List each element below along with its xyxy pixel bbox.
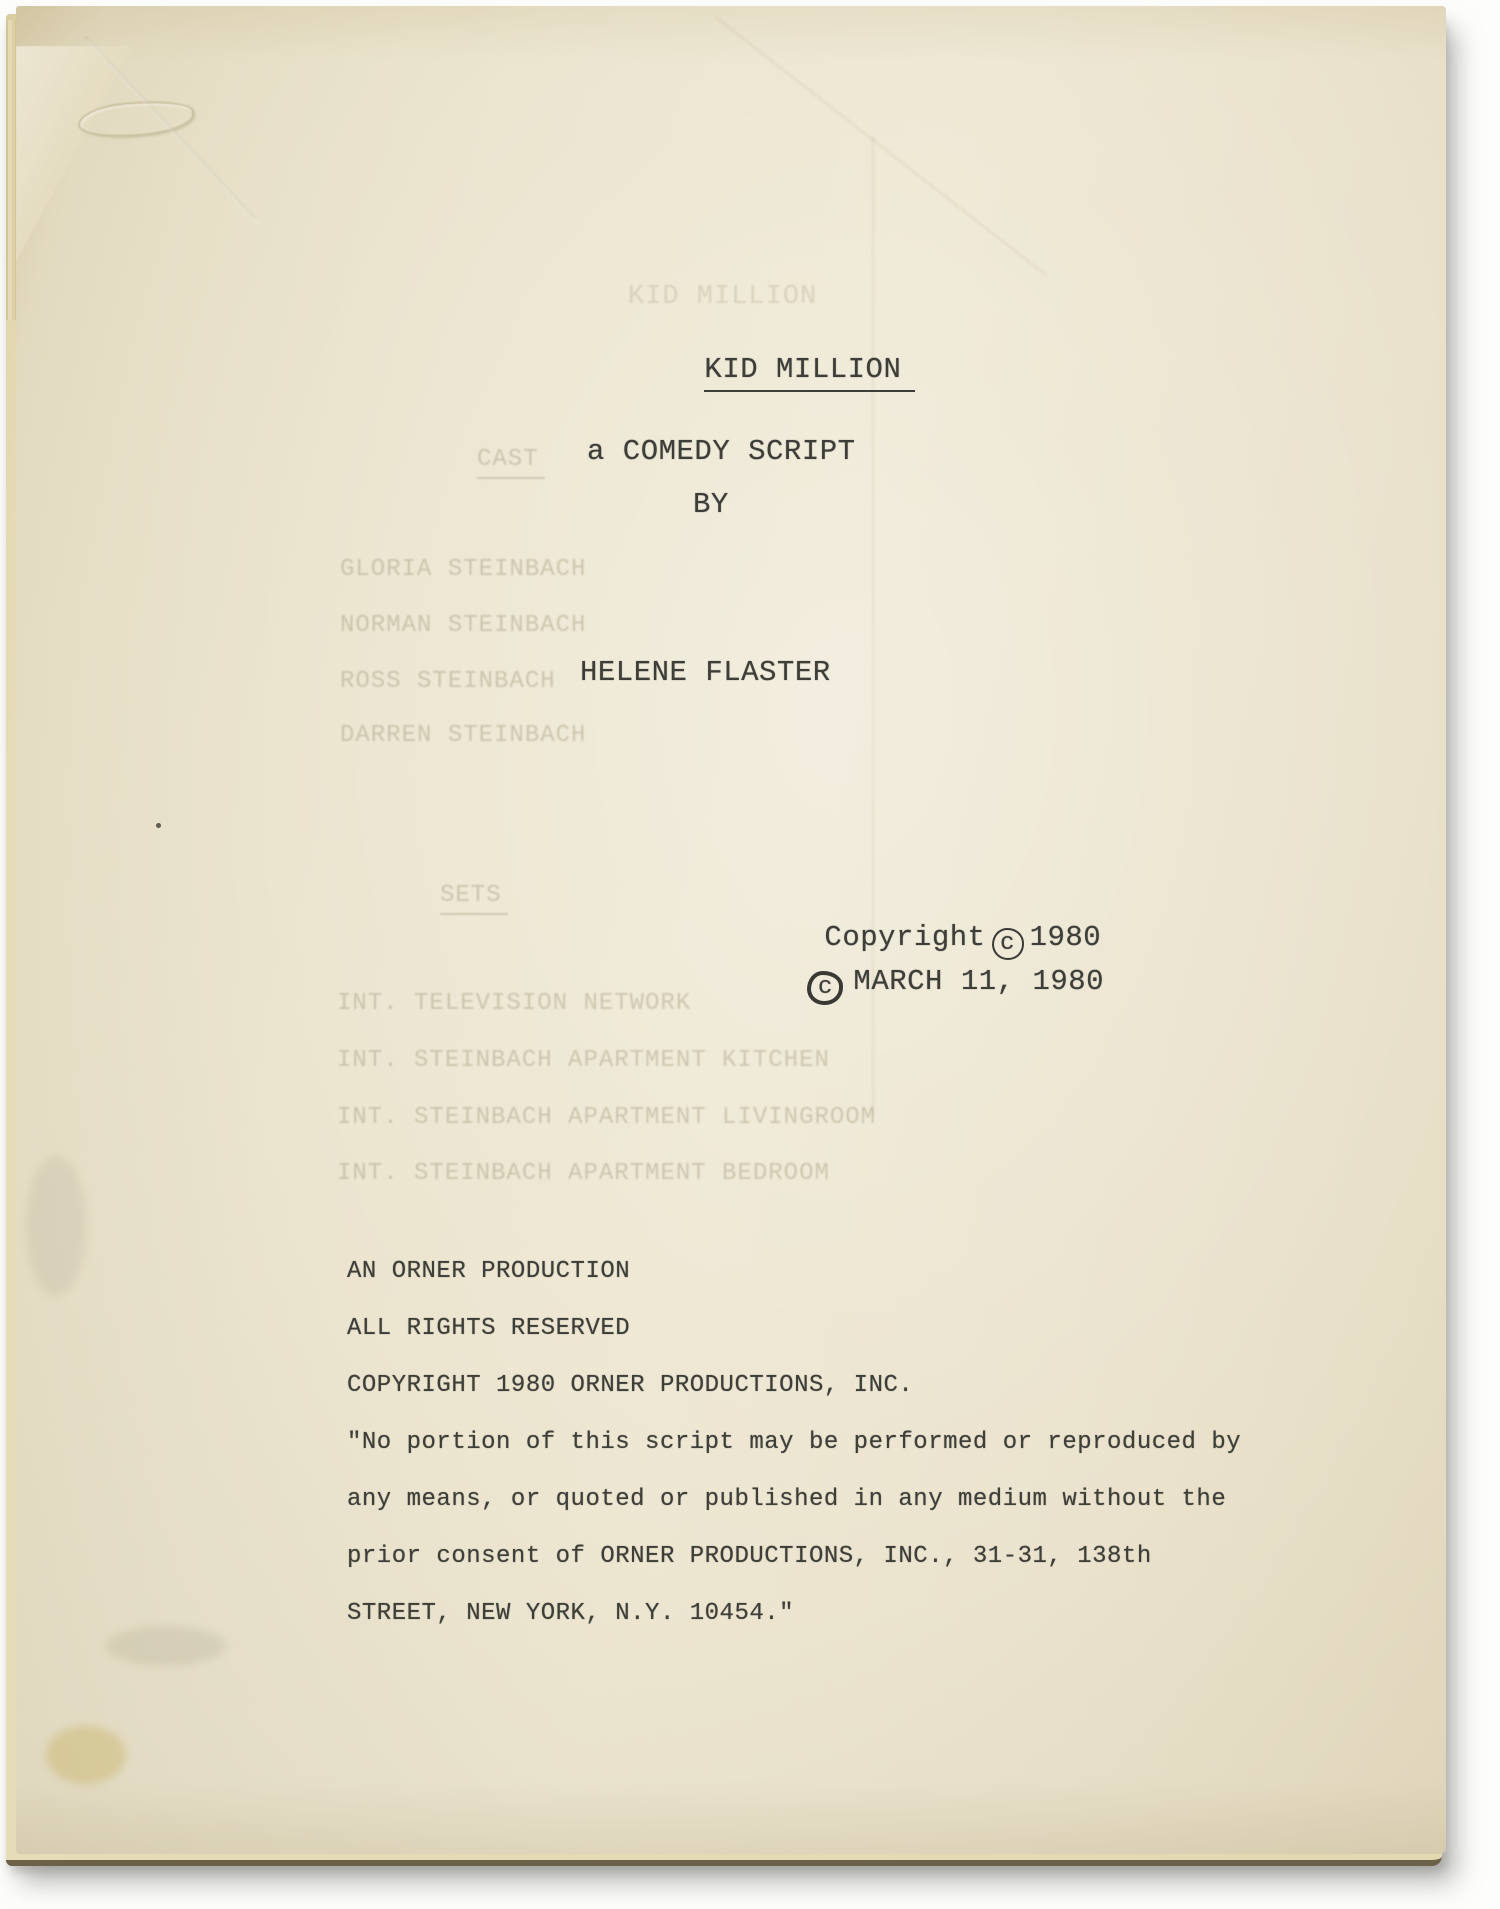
byline: BY: [693, 488, 729, 521]
notice-line: prior consent of ORNER PRODUCTIONS, INC., 31-31, 138th: [347, 1543, 1152, 1570]
script-subtitle: a COMEDY SCRIPT: [587, 435, 856, 468]
ink-fleck: [156, 823, 161, 828]
rights-line: ALL RIGHTS RESERVED: [347, 1315, 631, 1342]
circled-c-symbol: c: [992, 928, 1024, 960]
copyright-year: 1980: [1029, 921, 1102, 955]
notice-line: any means, or quoted or published in any medium without the: [347, 1486, 1227, 1513]
notice-line: "No portion of this script may be performed or reproduced by: [347, 1429, 1242, 1456]
circled-c-symbol-heavy: c: [807, 971, 843, 1005]
ghost-sets-heading: SETS: [440, 882, 508, 915]
ghost-cast-name: GLORIA STEINBACH: [340, 556, 587, 583]
ghost-cast-name: NORMAN STEINBACH: [340, 612, 587, 639]
script-title-text: KID MILLION: [704, 353, 915, 392]
script-title: [597, 320, 915, 420]
ghost-title: KID MILLION: [628, 282, 818, 312]
bottomleft-yellow-stain: [46, 1726, 126, 1784]
left-edge-smudge: [26, 1156, 86, 1296]
author-name: HELENE FLASTER: [580, 656, 831, 689]
ghost-set-line: INT. STEINBACH APARTMENT LIVINGROOM: [337, 1104, 877, 1131]
topright-diagonal-crease: [715, 16, 1047, 276]
ghost-set-line: INT. STEINBACH APARTMENT KITCHEN: [337, 1047, 830, 1074]
dogear-corner-fold: [16, 46, 166, 261]
notice-line: STREET, NEW YORK, N.Y. 10454.": [347, 1600, 795, 1627]
ghost-cast-name: ROSS STEINBACH: [340, 668, 556, 695]
ghost-set-line: INT. STEINBACH APARTMENT BEDROOM: [337, 1160, 830, 1187]
ghost-set-line: INT. TELEVISION NETWORK: [337, 990, 692, 1017]
copyright-line-2: [700, 932, 1104, 1039]
copyright-date: MARCH 11, 1980: [853, 965, 1105, 999]
production-line: AN ORNER PRODUCTION: [347, 1258, 631, 1285]
ghost-cast-heading: CAST: [477, 446, 545, 479]
cover-page: [16, 6, 1446, 1854]
copyright-company-line: COPYRIGHT 1980 ORNER PRODUCTIONS, INC.: [347, 1372, 914, 1399]
copyright-word: Copyright: [824, 921, 986, 955]
bottomleft-smudge: [106, 1626, 226, 1666]
ghost-cast-name: DARREN STEINBACH: [340, 722, 587, 749]
